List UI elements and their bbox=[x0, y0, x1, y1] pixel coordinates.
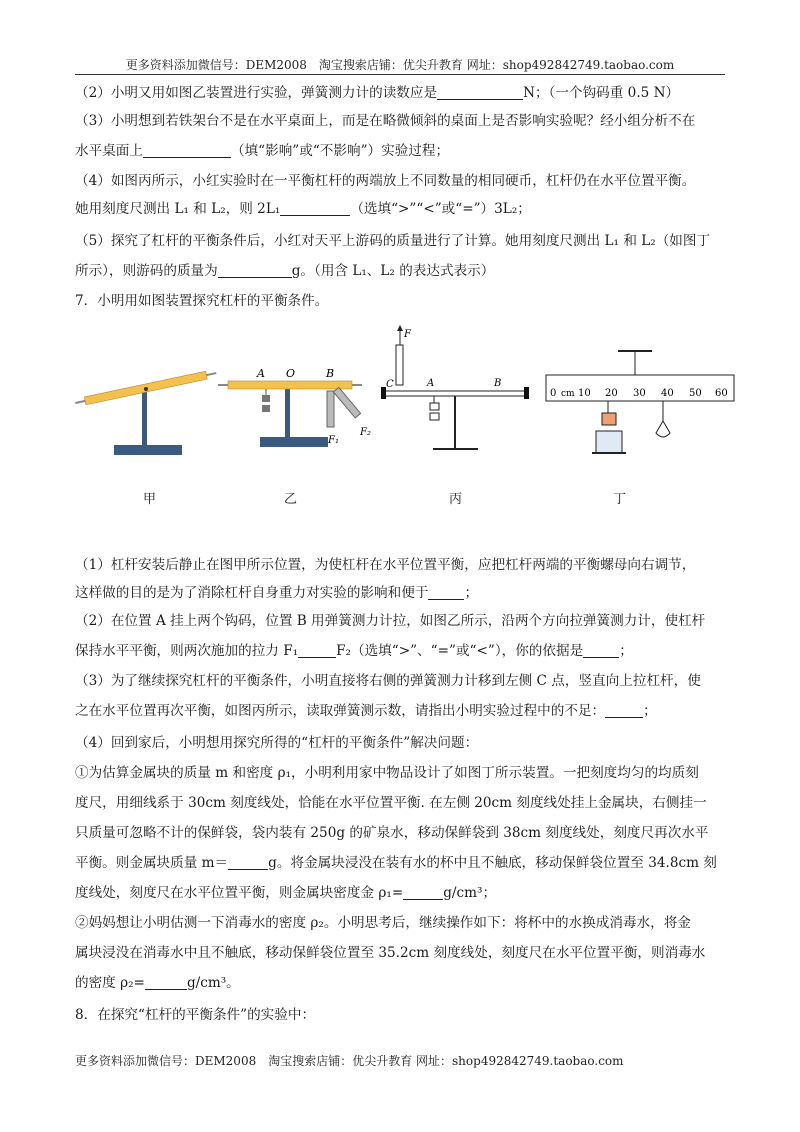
fig-label-F: F bbox=[404, 329, 411, 340]
fig-caption-ding: 丁 bbox=[613, 492, 627, 507]
q7-p1-text: 这样做的目的是为了消除杠杆自身重力对实验的影响和便于 bbox=[75, 585, 429, 601]
q7-s2-line2: 属块浸没在消毒水中且不触底，移动保鲜袋位置至 35.2cm 刻度线处，刻度尺在水平位置平衡，则消毒水 bbox=[75, 945, 706, 961]
answer-blank[interactable] bbox=[145, 975, 187, 990]
q6-p5-tail: g。（用含 L₁、L₂ 的表达式表示） bbox=[291, 263, 495, 279]
q7-p1-tail: ； bbox=[464, 585, 479, 601]
q6-part3-line1: （3）小明想到若铁架台不是在水平桌面上，而是在略微倾斜的桌面上是否影响实验呢？经小组分析不在 bbox=[75, 113, 696, 129]
q7-s1-line1: ①为估算金属块的质量 m 和密度 ρ₁，小明利用家中物品设计了如图丁所示装置。一把刻度均匀的均质刻 bbox=[75, 765, 699, 781]
q7-figures bbox=[70, 325, 750, 485]
q7-part3-line2 bbox=[75, 702, 735, 720]
answer-blank[interactable] bbox=[437, 85, 523, 100]
answer-blank[interactable] bbox=[605, 703, 643, 718]
q7-s2-line3 bbox=[75, 974, 735, 992]
answer-blank[interactable] bbox=[428, 585, 464, 600]
q7-part1-line1: （1）杠杆安装后静止在图甲所示位置，为使杠杆在水平位置平衡，应把杠杆两端的平衡螺母向右调节， bbox=[75, 557, 696, 573]
q6-p2-text: （2）小明又用如图乙装置进行实验，弹簧测力计的读数应是 bbox=[75, 85, 438, 101]
q7-part3-line1: （3）为了继续探究杠杆的平衡条件，小明直接将右侧的弹簧测力计移到左侧 C 点，竖直向上拉杠杆，使 bbox=[75, 673, 701, 689]
q6-part4-line1: （4）如图丙所示，小红实验时在一平衡杠杆的两端放上不同数量的相同硬币，杠杆仍在水平位置平衡。 bbox=[75, 173, 696, 189]
answer-blank[interactable] bbox=[228, 855, 268, 870]
header-divider bbox=[75, 74, 725, 75]
q7-part4: （4）回到家后，小明想用探究所得的“杠杆的平衡条件”解决问题： bbox=[75, 735, 479, 751]
ruler-tick-60: 60 bbox=[715, 388, 728, 399]
q6-part4-line2 bbox=[75, 200, 735, 218]
q6-part5-line2 bbox=[75, 262, 735, 280]
q6-p2-tail: N；（一个钩码重 0.5 N） bbox=[523, 85, 680, 101]
answer-blank[interactable] bbox=[218, 263, 292, 278]
figure-jia-lever-stand bbox=[75, 369, 218, 455]
q7-part1-line2 bbox=[75, 584, 735, 602]
q7-s1-text2: 度线处，刻度尺在水平位置平衡，则金属块密度金 ρ₁= bbox=[75, 885, 404, 901]
q7-part2-line1: （2）在位置 A 挂上两个钩码，位置 B 用弹簧测力计拉，如图乙所示，沿两个方向拉弹簧测力计，使杠杆 bbox=[75, 613, 706, 629]
q6-p5-text: 所示），则游码的质量为 bbox=[75, 263, 218, 279]
ruler-tick-50: 50 bbox=[689, 388, 702, 399]
figure-yi-lever-spring bbox=[218, 367, 371, 447]
q7-s2-tail: g/cm³。 bbox=[186, 975, 240, 991]
fig-caption-jia: 甲 bbox=[143, 492, 157, 507]
q7-p3-text: 之在水平位置再次平衡，如图丙所示，读取弹簧测示数，请指出小明实验过程中的不足： bbox=[75, 703, 606, 719]
q7-p2-mid: F₂（选填“>”、“=”或“<”），你的依据是 bbox=[336, 643, 584, 659]
q7-s1-line5 bbox=[75, 884, 735, 902]
ruler-tick-40: 40 bbox=[661, 388, 674, 399]
q6-p4-text: 她用刻度尺测出 L₁ 和 L₂，则 2L₁ bbox=[75, 201, 281, 217]
ruler-tick-10: 10 bbox=[578, 388, 591, 399]
fig-label-A-bing: A bbox=[427, 378, 435, 389]
page-header: 更多资料添加微信号：DEM2008 淘宝搜索店铺：优尖升教育 网址：shop492842749.taobao.com bbox=[125, 58, 675, 72]
q7-p3-tail: ； bbox=[643, 703, 657, 719]
figure-ding-ruler-balance bbox=[546, 351, 734, 453]
q7-s1-line2: 度尺，用细线系于 30cm 刻度线处，恰能在水平位置平衡. 在左侧 20cm 刻度线处挂上金属块，右侧挂一 bbox=[75, 795, 707, 811]
q8-title: 8．在探究“杠杆的平衡条件”的实验中： bbox=[75, 1007, 316, 1023]
answer-blank[interactable] bbox=[298, 643, 336, 658]
ruler-tick-30: 30 bbox=[633, 388, 646, 399]
q7-p2-text: 保持水平平衡，则两次施加的拉力 F₁ bbox=[75, 643, 299, 659]
fig-caption-yi: 乙 bbox=[284, 492, 298, 507]
q7-s1-line4 bbox=[75, 854, 735, 872]
q7-s2-line1: ②妈妈想让小明估测一下消毒水的密度 ρ₂。小明思考后，继续操作如下：将杯中的水换成消毒水，将金 bbox=[75, 915, 691, 931]
q7-s1-text: 平衡。则金属块质量 m＝ bbox=[75, 855, 229, 871]
fig-label-F2: F₂ bbox=[360, 427, 371, 438]
q7-p2-tail: ； bbox=[619, 643, 633, 659]
q7-title: 7．小明用如图装置探究杠杆的平衡条件。 bbox=[75, 293, 329, 309]
fig-label-B-bing: B bbox=[494, 378, 502, 389]
q7-part2-line2 bbox=[75, 642, 735, 660]
fig-caption-bing: 丙 bbox=[449, 492, 463, 507]
q7-s1-line3: 只质量可忽略不计的保鲜袋，袋内装有 250g 的矿泉水，移动保鲜袋到 38cm 刻度线处，刻度尺再次水平 bbox=[75, 825, 709, 841]
answer-blank[interactable] bbox=[403, 885, 443, 900]
q7-s1-tail: g/cm³； bbox=[443, 885, 497, 901]
q6-p3-text: 水平桌面上 bbox=[75, 143, 143, 159]
q6-part2 bbox=[75, 84, 735, 102]
answer-blank[interactable] bbox=[583, 643, 619, 658]
q7-s2-text: 的密度 ρ₂= bbox=[75, 975, 145, 991]
fig-label-C: C bbox=[386, 379, 394, 390]
q6-p3-tail: （填“影响”或“不影响”）实验过程； bbox=[230, 143, 450, 159]
ruler-unit: cm bbox=[561, 389, 575, 399]
ruler-tick-20: 20 bbox=[605, 388, 618, 399]
q6-p4-tail: （选填“>”“<”或“=”）3L₂； bbox=[350, 201, 531, 217]
ruler-tick-0: 0 bbox=[550, 388, 557, 399]
fig-label-A: A bbox=[257, 367, 265, 380]
page-footer: 更多资料添加微信号：DEM2008 淘宝搜索店铺：优尖升教育 网址：shop492842749.taobao.com bbox=[75, 1054, 624, 1068]
answer-blank[interactable] bbox=[143, 143, 231, 158]
answer-blank[interactable] bbox=[280, 201, 350, 216]
fig-label-F1: F₁ bbox=[328, 435, 339, 446]
q6-part5-line1: （5）探究了杠杆的平衡条件后，小红对天平上游码的质量进行了计算。她用刻度尺测出 L₁ 和 L₂（如图丁 bbox=[75, 233, 711, 249]
fig-label-O: O bbox=[286, 367, 296, 380]
q6-part3-line2 bbox=[75, 142, 735, 160]
fig-label-B: B bbox=[326, 367, 335, 380]
q7-s1-mid: g。将金属块浸没在装有水的杯中且不触底，移动保鲜袋位置至 34.8cm 刻 bbox=[268, 855, 717, 871]
figure-bing-lever-upward-pull bbox=[381, 325, 529, 449]
